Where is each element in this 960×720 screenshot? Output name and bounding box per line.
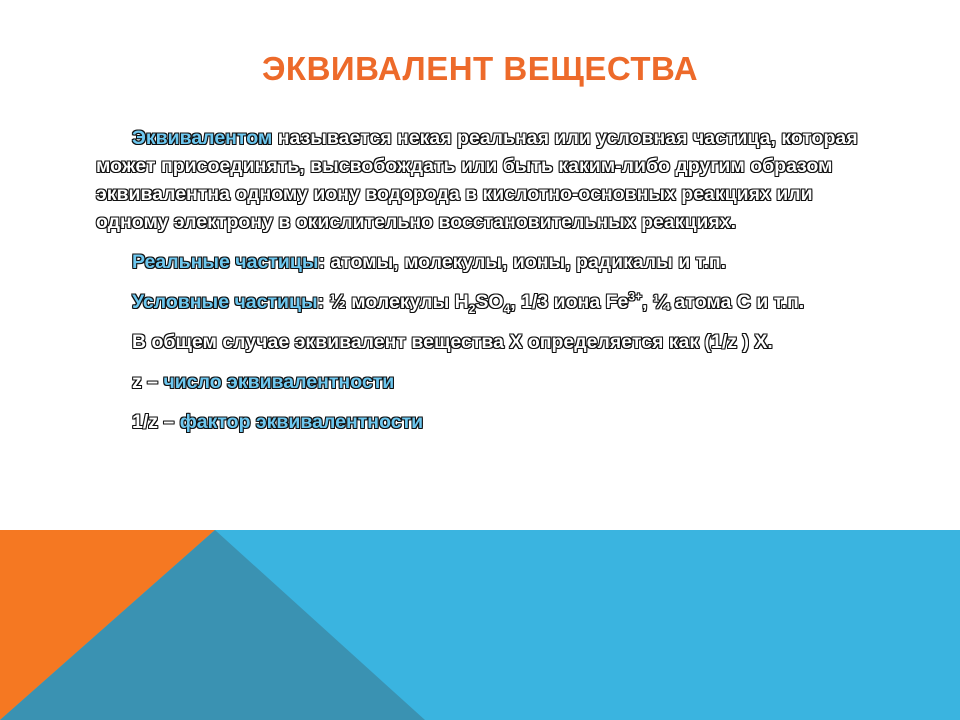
conditional-particles-text-2: SO <box>475 291 504 313</box>
factor-term: фактор эквивалентности <box>179 411 424 433</box>
real-particles-line <box>96 248 876 276</box>
slide-title: ЭКВИВАЛЕНТ ВЕЩЕСТВА <box>261 50 699 87</box>
conditional-particles-line <box>96 288 876 316</box>
z-term: число эквивалентности <box>163 371 395 393</box>
definition-term: Эквивалентом <box>132 127 273 149</box>
subscript-4: 4 <box>503 301 511 316</box>
conditional-particles-term: Условные частицы <box>132 291 318 313</box>
superscript-3plus: 3+ <box>628 289 643 304</box>
z-prefix: z – <box>132 371 164 393</box>
decorative-footer <box>0 530 960 720</box>
conditional-particles-text-1: : ½ молекулы H <box>317 291 469 313</box>
conditional-particles-text-4: , ¼ атома С и т.п. <box>642 291 805 313</box>
factor-line <box>96 408 876 436</box>
factor-prefix: 1/z – <box>132 411 180 433</box>
general-case-line: В общем случае эквивалент вещества Х определяется как (1/z ) Х. <box>132 331 773 353</box>
footer-shapes <box>0 530 960 720</box>
definition-text: называется некая реальная или условная частица, которая может присоединять, высвобождать или быть каким-либо другим образом эквивалентна одному иону водорода в кислотно-основных реакциях или одному электрону в окислительно восстановительных реакциях. <box>96 127 858 233</box>
slide-body <box>96 124 876 448</box>
z-line <box>96 368 876 396</box>
subscript-2: 2 <box>468 301 476 316</box>
conditional-particles-text-3: , 1/3 иона Fe <box>510 291 629 313</box>
definition-paragraph <box>96 124 876 236</box>
real-particles-text: : атомы, молекулы, ионы, радикалы и т.п. <box>318 251 727 273</box>
real-particles-term: Реальные частицы <box>132 251 319 273</box>
